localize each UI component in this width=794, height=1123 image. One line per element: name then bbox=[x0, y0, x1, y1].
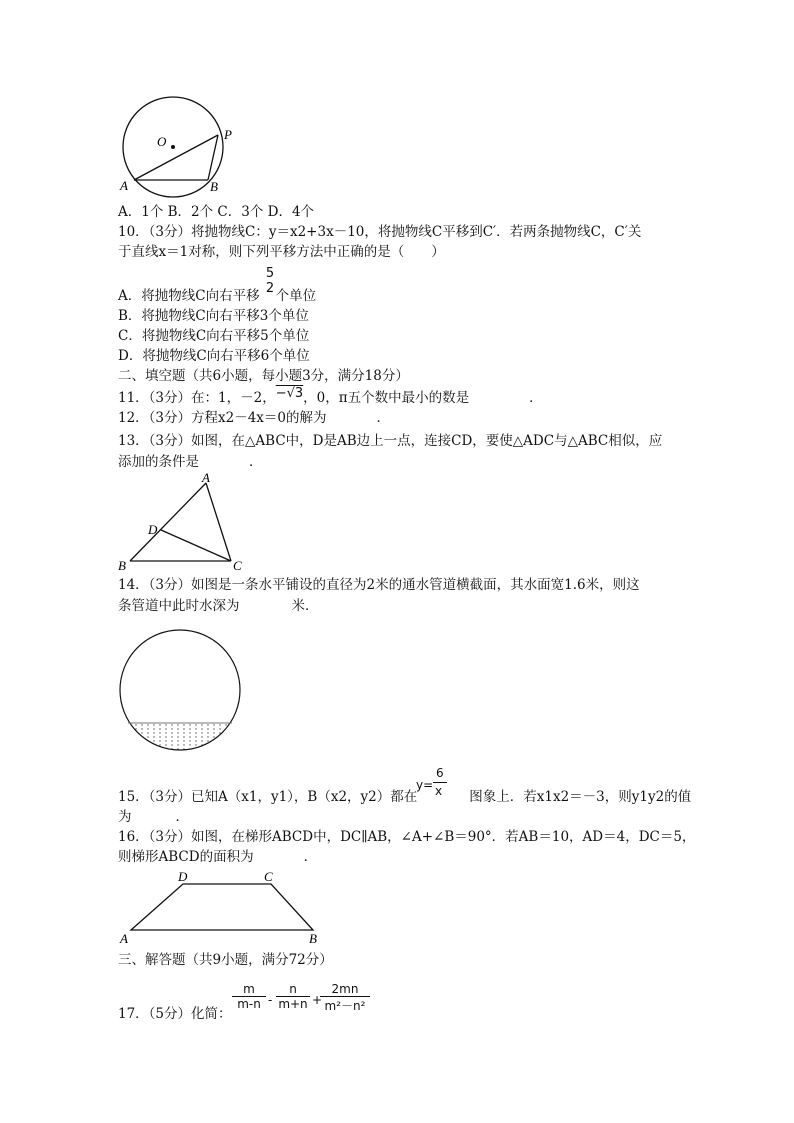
q15-y: y= bbox=[416, 778, 434, 792]
q12-end: ． bbox=[376, 410, 391, 426]
q15-end: ． bbox=[175, 809, 189, 825]
side-ac bbox=[206, 483, 231, 561]
q16-line2 bbox=[118, 847, 317, 867]
fraction-numerator: 5 bbox=[265, 266, 275, 281]
q17-f2-den: m+n bbox=[276, 996, 310, 1011]
label-b: B bbox=[118, 558, 126, 573]
q17-op1: - bbox=[268, 993, 273, 1007]
label-a: A bbox=[120, 931, 128, 946]
q10-option-c: C．将抛物线C向右平移5个单位 bbox=[118, 328, 310, 344]
q14-line1: 14．（3分）如图是一条水平铺设的直径为2米的通水管道横截面，其水面宽1.6米，则这 bbox=[118, 577, 640, 593]
label-d: D bbox=[148, 522, 158, 537]
q9-circle-figure bbox=[110, 92, 250, 202]
q15-line2 bbox=[118, 807, 189, 827]
label-a: A bbox=[202, 470, 210, 485]
q11-end: ． bbox=[529, 390, 543, 406]
q17-text: 17．（5分）化简： bbox=[118, 1006, 232, 1022]
q15-den: x bbox=[435, 784, 443, 798]
q17-f1-num: m bbox=[243, 982, 255, 996]
section-3-heading: 三、解答题（共9小题，满分72分） bbox=[118, 952, 333, 968]
q13-triangle-figure bbox=[112, 470, 252, 575]
q10-line2: 于直线x＝1对称，则下列平移方法中正确的是（ ） bbox=[118, 244, 445, 260]
chord-ap bbox=[134, 135, 218, 180]
center-point bbox=[171, 145, 175, 149]
label-c: C bbox=[233, 558, 242, 573]
trapezoid-abcd bbox=[131, 884, 313, 930]
q17-f1-den: m-n bbox=[232, 996, 266, 1011]
q15-pre: 15．（3分）已知A（x1，y1），B（x2，y2）都在 bbox=[118, 789, 418, 805]
q12-text: 12．（3分）方程x2－4x＝0的解为 bbox=[118, 410, 327, 426]
q10-line1: 10．（3分）将抛物线C：y＝x2+3x－10，将抛物线C平移到C′．若两条抛物线C，C′关 bbox=[118, 224, 642, 240]
q14-pipe-figure bbox=[116, 623, 246, 763]
q14-end: 米． bbox=[291, 598, 319, 614]
side-ab bbox=[130, 483, 206, 561]
q15-frac-bar bbox=[433, 782, 447, 783]
q11-sqrt: −√3 bbox=[275, 386, 304, 401]
q14-line2 bbox=[118, 596, 319, 616]
q11-post: ，0，π五个数中最小的数是 bbox=[303, 390, 470, 406]
q14-line2-text: 条管道中此时水深为 bbox=[118, 598, 240, 614]
q16-line2-text: 则梯形ABCD的面积为 bbox=[118, 849, 254, 865]
q12 bbox=[118, 408, 390, 428]
q16-line1: 16．（3分）如图，在梯形ABCD中，DC∥AB，∠A+∠B＝90°．若AB＝10，AD＝4，DC＝5， bbox=[118, 829, 696, 845]
water-area bbox=[116, 723, 246, 763]
label-b: B bbox=[210, 179, 218, 194]
q15-line2-text: 为 bbox=[118, 809, 132, 825]
q10-option-a-fraction bbox=[264, 266, 276, 296]
section-2-heading: 二、填空题（共6小题，每小题3分，满分18分） bbox=[118, 368, 409, 384]
q16-end: ． bbox=[303, 849, 318, 865]
label-p: P bbox=[224, 127, 232, 142]
label-c: C bbox=[264, 869, 273, 884]
q17-f2-num: n bbox=[289, 982, 297, 996]
q10-option-b: B．将抛物线C向右平移3个单位 bbox=[118, 308, 309, 324]
chord-bp bbox=[208, 135, 218, 180]
label-d: D bbox=[178, 869, 188, 884]
q17-fraction-1 bbox=[232, 982, 266, 1011]
q17-f3-den: m²－n² bbox=[320, 996, 370, 1014]
q9-options: A．1个 B．2个 C．3个 D．4个 bbox=[118, 204, 315, 220]
q10-option-d: D．将抛物线C向右平移6个单位 bbox=[118, 348, 310, 364]
q10-option-a bbox=[118, 286, 316, 306]
q13-line1: 13．（3分）如图，在△ABC中，D是AB边上一点，连接CD，要使△ADC与△ABC相似，应 bbox=[118, 433, 663, 449]
label-a: A bbox=[120, 178, 128, 193]
q15-post: 图象上．若x1x2＝－3，则y1y2的值 bbox=[469, 789, 692, 805]
q17-f3-num: 2mn bbox=[331, 982, 359, 996]
q10-option-a-pre: A．将抛物线C向右平移 bbox=[118, 288, 260, 304]
fraction-denominator: 2 bbox=[265, 281, 275, 296]
q13-end: ． bbox=[249, 454, 263, 470]
q17-fraction-2 bbox=[276, 982, 310, 1011]
q15-line1 bbox=[118, 787, 691, 807]
q16-trapezoid-figure bbox=[114, 866, 329, 948]
label-o: O bbox=[157, 134, 167, 149]
q17-fraction-3 bbox=[320, 982, 370, 1014]
q13-line2 bbox=[118, 452, 263, 472]
segment-dc bbox=[161, 530, 231, 561]
q11-pre: 11．（3分）在：1，－2， bbox=[118, 390, 276, 406]
label-b: B bbox=[309, 931, 317, 946]
q13-line2-text: 添加的条件是 bbox=[118, 454, 199, 470]
q10-option-a-post: 个单位 bbox=[275, 288, 317, 304]
q11 bbox=[118, 388, 543, 409]
q17-op2: + bbox=[312, 993, 323, 1007]
q15-num: 6 bbox=[436, 766, 444, 780]
